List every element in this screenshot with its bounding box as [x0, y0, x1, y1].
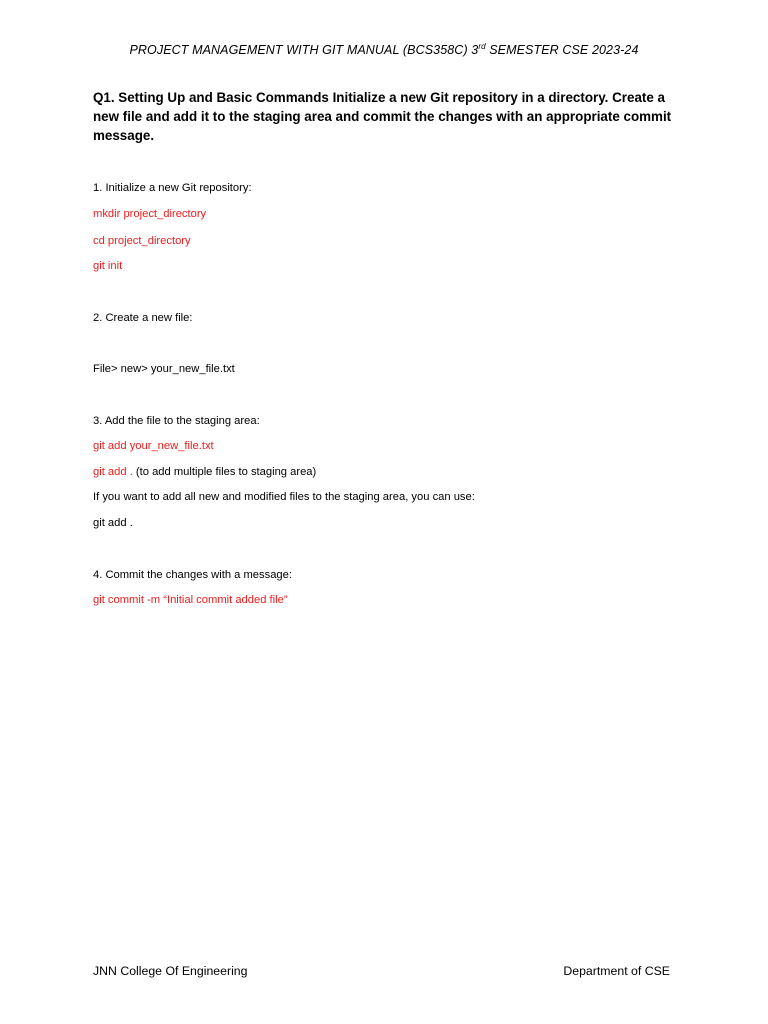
step3-command-note: (to add multiple files to staging area) — [132, 466, 317, 478]
step3-text: If you want to add all new and modified files to the staging area, you can use: — [93, 491, 475, 503]
step3-heading: 3. Add the file to the staging area: — [93, 415, 260, 427]
step1-command-cd: cd project_directory — [93, 235, 191, 247]
header-title-sup: rd — [478, 41, 486, 51]
step3-command-add-all-line — [93, 465, 316, 479]
step2-heading: 2. Create a new file: — [93, 312, 193, 324]
step1-command-mkdir: mkdir project_directory — [93, 208, 207, 220]
footer-college: JNN College Of Engineering — [93, 964, 248, 978]
header-title-post: SEMESTER CSE 2023-24 — [485, 43, 639, 57]
page-header — [0, 43, 768, 57]
step4-heading: 4. Commit the changes with a message: — [93, 569, 292, 581]
step3-command-add-all: git add . — [93, 466, 133, 478]
step2-text: File> new> your_new_file.txt — [93, 363, 235, 375]
header-title-pre: PROJECT MANAGEMENT WITH GIT MANUAL (BCS358C) 3 — [129, 43, 479, 57]
step4-command-commit: git commit -m “Initial commit added file” — [93, 594, 288, 606]
step3-command-add-file: git add your_new_file.txt — [93, 440, 214, 452]
step3-text-command: git add . — [93, 517, 133, 529]
step1-command-git-init: git init — [93, 260, 123, 272]
question-heading: Q1. Setting Up and Basic Commands Initialize a new Git repository in a directory. Create a new file and add it to the staging area and commit the changes with an appropriate commit message. — [93, 90, 672, 143]
footer-department: Department of CSE — [563, 964, 670, 978]
step1-heading: 1. Initialize a new Git repository: — [93, 182, 252, 194]
